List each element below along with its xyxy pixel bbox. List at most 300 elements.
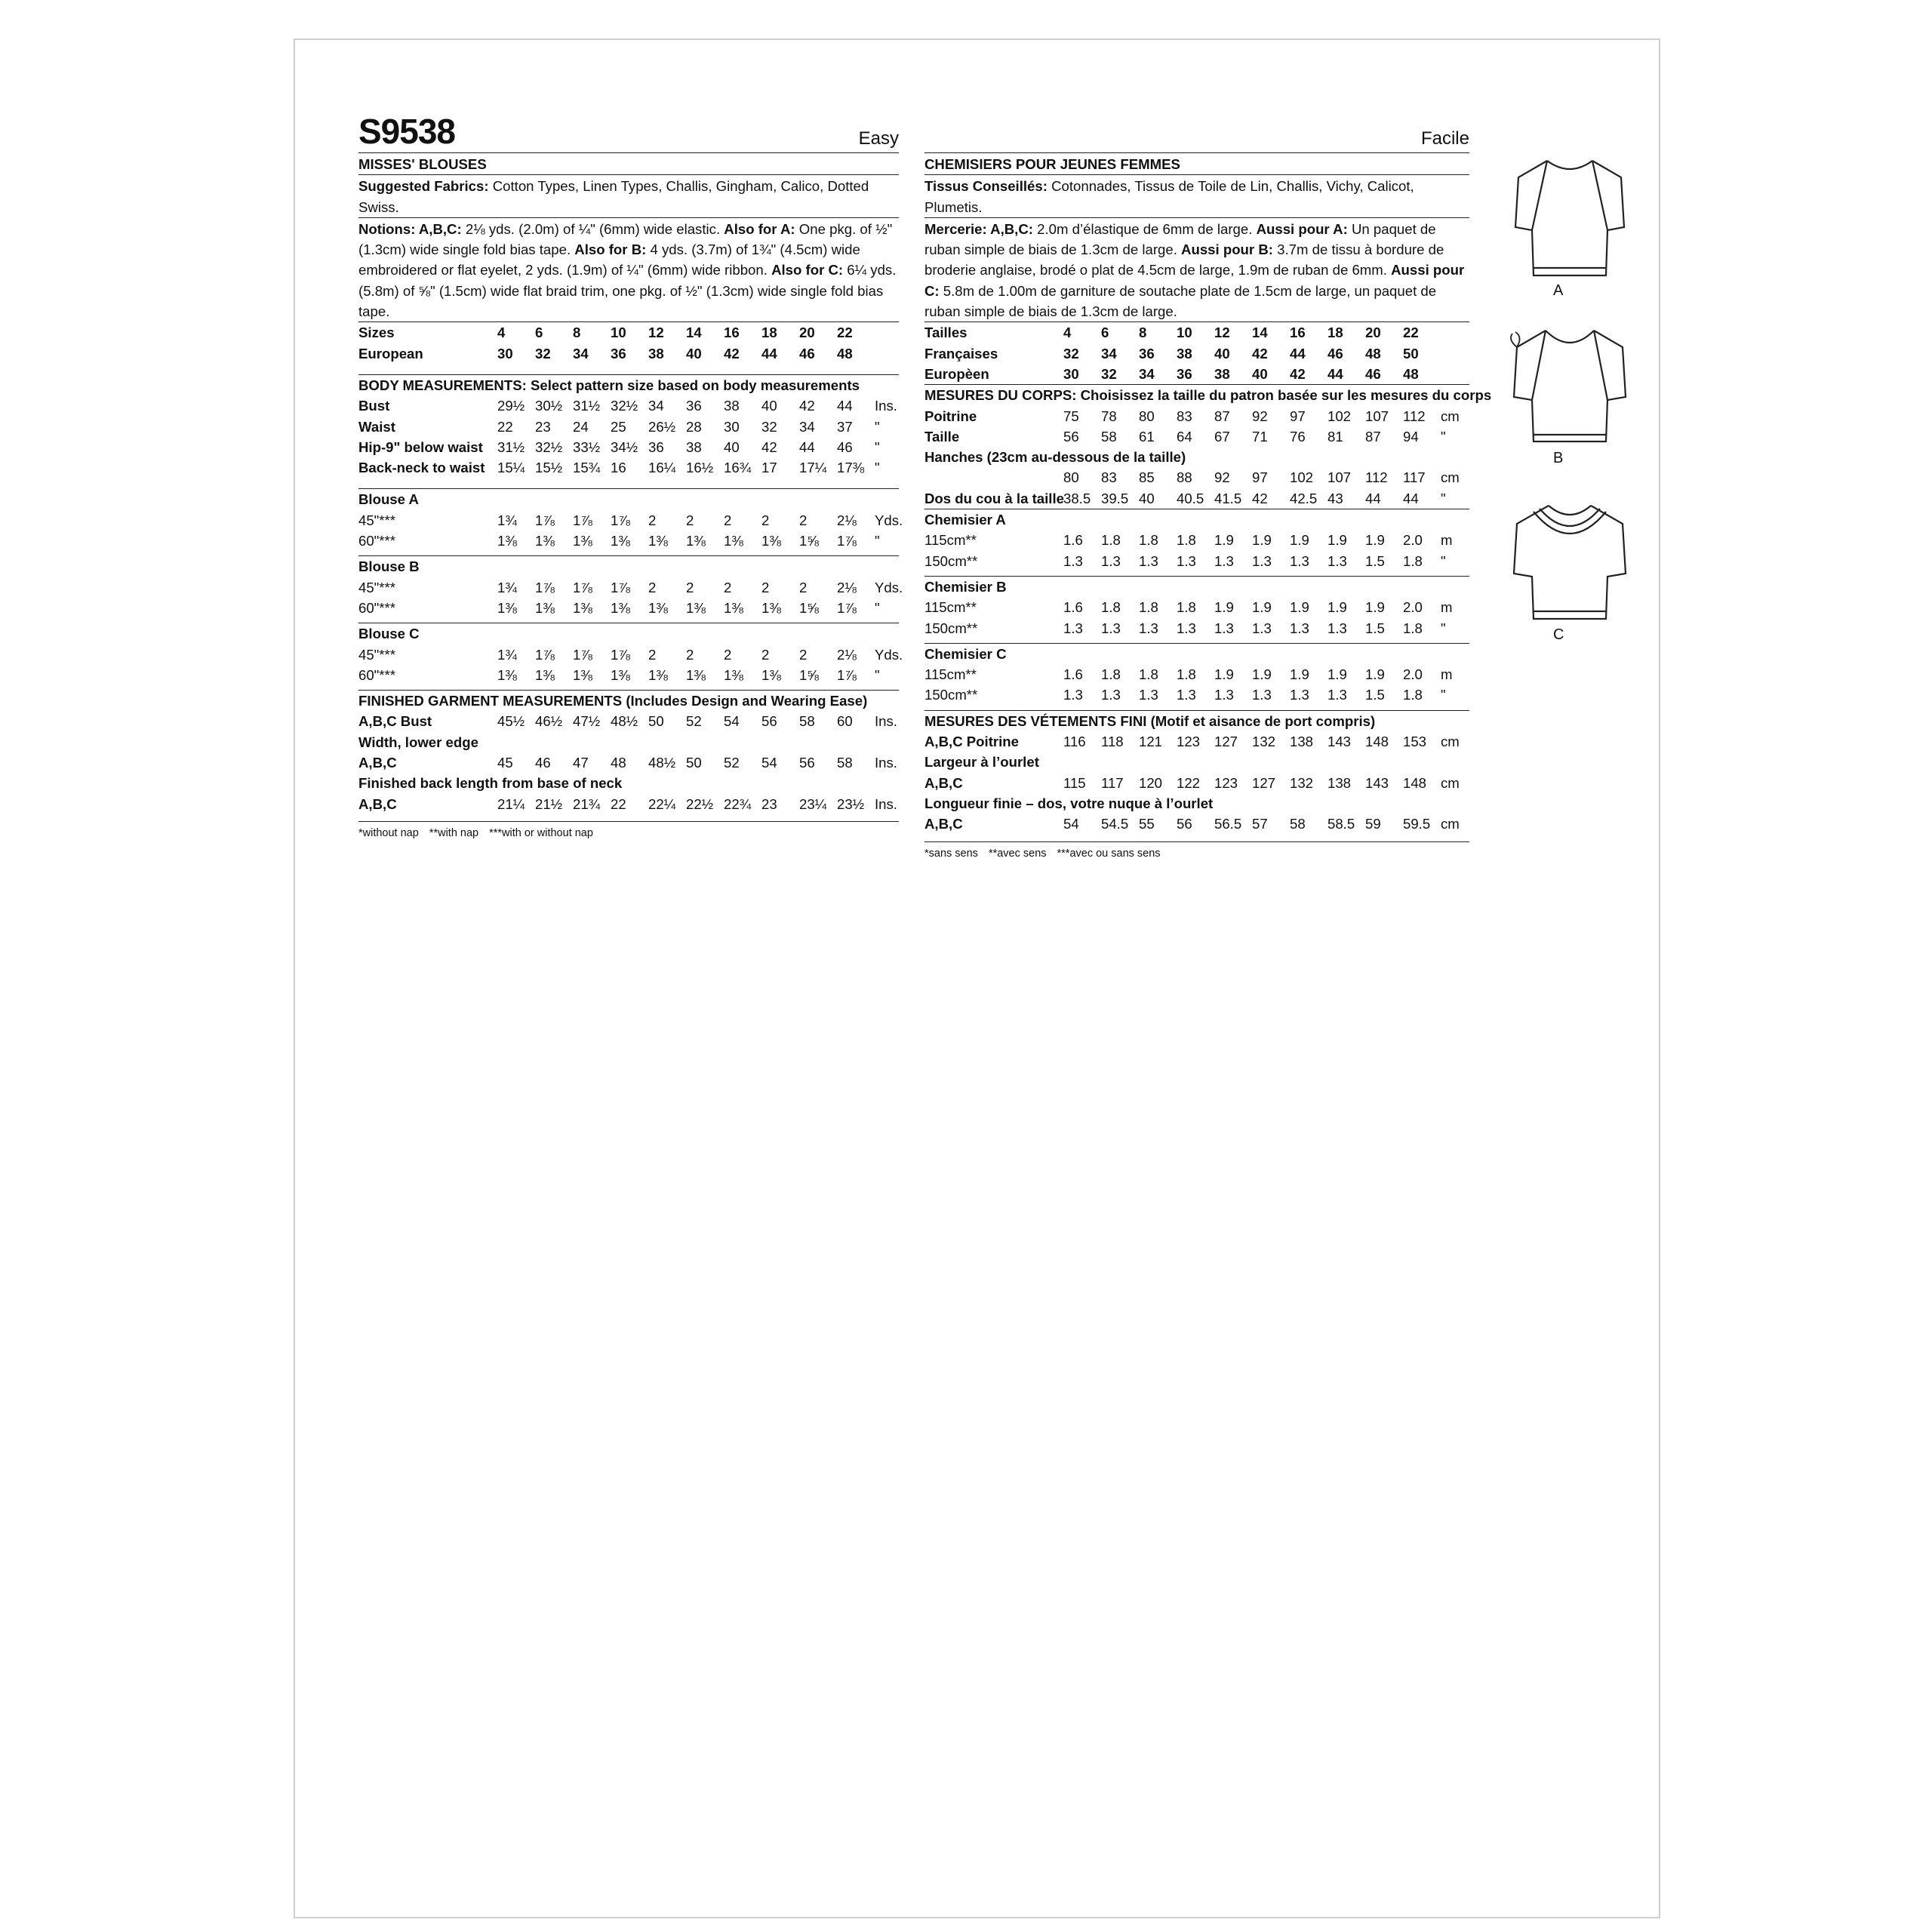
table-row <box>358 665 909 685</box>
cell-value: 1.8 <box>1101 666 1121 683</box>
title-fr: CHEMISIERS POUR JEUNES FEMMES <box>924 156 1180 172</box>
row-label: Dos du cou à la taille <box>924 490 1064 506</box>
cell-value: 40 <box>686 345 702 361</box>
cell-value: 1.3 <box>1290 687 1309 703</box>
cell-value: 46 <box>1365 365 1381 382</box>
cell-value: 1.8 <box>1101 532 1121 549</box>
row-subtitle: Finished back length from base of neck <box>358 775 623 792</box>
cell-value: 80 <box>1063 469 1079 486</box>
cell-value: 2 <box>799 512 808 528</box>
cell-value: 1⅜ <box>724 666 743 683</box>
cell-value: 42 <box>724 345 740 361</box>
cell-value: 1⅜ <box>724 599 743 616</box>
table-row <box>358 457 909 478</box>
body-table-fr <box>924 406 1469 509</box>
cell-value: 2 <box>724 579 732 595</box>
cell-value: 1.3 <box>1214 687 1234 703</box>
cell-value: 1.3 <box>1327 687 1347 703</box>
cell-value: 46 <box>837 438 853 455</box>
cell-value: 1⅜ <box>761 599 781 616</box>
footnote: *without nap <box>358 826 419 839</box>
cell-value: 25 <box>611 418 626 435</box>
cell-value: 94 <box>1403 428 1419 445</box>
cell-value: 38 <box>686 438 702 455</box>
cell-value: 30 <box>1063 365 1079 382</box>
cell-value: 1.8 <box>1177 532 1196 549</box>
table-row <box>924 364 1475 384</box>
cell-value: 1.9 <box>1290 599 1309 616</box>
table-row <box>924 814 1475 834</box>
cell-value: 102 <box>1327 408 1352 424</box>
cell-value: 71 <box>1252 428 1268 445</box>
row-unit: " <box>1441 490 1446 506</box>
cell-value: 20 <box>1365 325 1381 341</box>
cell-value: 1.9 <box>1365 599 1385 616</box>
cell-value: 1⅞ <box>611 579 630 595</box>
cell-value: 23½ <box>837 795 865 812</box>
row-label: 150cm** <box>924 687 978 703</box>
cell-value: 1¾ <box>497 579 517 595</box>
cell-value: 1.8 <box>1101 599 1121 616</box>
view-title: Blouse C <box>358 626 420 642</box>
cell-value: 43 <box>1327 490 1343 506</box>
row-unit: Ins. <box>875 755 897 771</box>
table-row <box>358 598 909 618</box>
cell-value: 22 <box>1403 325 1419 341</box>
cell-value: 16¾ <box>724 460 752 476</box>
table-row <box>924 322 1475 343</box>
cell-value: 2 <box>648 646 657 663</box>
row-label: Poitrine <box>924 408 977 424</box>
cell-value: 1⅜ <box>648 599 668 616</box>
cell-value: 55 <box>1139 816 1155 832</box>
cell-value: 87 <box>1365 428 1381 445</box>
cell-value: 17 <box>761 460 777 476</box>
cell-value: 132 <box>1252 734 1276 750</box>
cell-value: 117 <box>1403 469 1426 486</box>
cell-value: 1⅜ <box>761 533 781 549</box>
row-unit <box>875 322 909 343</box>
cell-value: 38 <box>1177 345 1192 361</box>
cell-value: 38.5 <box>1063 490 1091 506</box>
cell-value: 36 <box>611 345 626 361</box>
cell-value: 1⅞ <box>611 512 630 528</box>
cell-value: 40 <box>761 398 777 414</box>
cell-value: 1.8 <box>1139 666 1158 683</box>
cell-value: 41.5 <box>1214 490 1242 506</box>
cell-value: 40 <box>1139 490 1155 506</box>
cell-value: 1.3 <box>1101 552 1121 569</box>
cell-value: 1.3 <box>1139 552 1158 569</box>
cell-value: 12 <box>1214 325 1230 341</box>
table-row <box>358 417 909 437</box>
cell-value: 1⅜ <box>497 533 517 549</box>
cell-value: 47½ <box>573 713 601 730</box>
table-row <box>924 597 1475 617</box>
cell-value: 4 <box>497 325 506 341</box>
row-unit: cm <box>1441 469 1460 486</box>
cell-value: 48 <box>1365 345 1381 361</box>
cell-value: 18 <box>1327 325 1343 341</box>
cell-value: 2 <box>686 512 694 528</box>
cell-value: 52 <box>724 755 740 771</box>
cell-value: 4 <box>1063 325 1072 341</box>
cell-value: 60 <box>837 713 853 730</box>
difficulty-label-fr: Facile <box>1420 128 1469 149</box>
cell-value: 30½ <box>535 398 563 414</box>
cell-value: 123 <box>1177 734 1201 750</box>
cell-value: 80 <box>1139 408 1155 424</box>
cell-value: 12 <box>648 325 664 341</box>
cell-value: 1.9 <box>1252 599 1272 616</box>
row-label: Sizes <box>358 325 395 341</box>
cell-value: 78 <box>1101 408 1117 424</box>
table-row <box>358 773 909 793</box>
cell-value: 38 <box>1214 365 1230 382</box>
cell-value: 22 <box>497 418 513 435</box>
cell-value: 1⅜ <box>648 666 668 683</box>
row-unit <box>1441 322 1475 343</box>
cell-value: 1.8 <box>1403 620 1423 636</box>
cell-value: 15¾ <box>573 460 601 476</box>
cell-value: 36 <box>648 438 664 455</box>
cell-value: 1⅜ <box>611 599 630 616</box>
cell-value: 30 <box>497 345 513 361</box>
cell-value: 46 <box>1327 345 1343 361</box>
cell-value: 2 <box>686 646 694 663</box>
cell-value: 40 <box>1252 365 1268 382</box>
cell-value: 1⅜ <box>761 666 781 683</box>
cell-value: 50 <box>1403 345 1419 361</box>
cell-value: 1.6 <box>1063 599 1083 616</box>
cell-value: 54 <box>761 755 777 771</box>
row-unit: " <box>875 460 880 476</box>
cell-value: 1¾ <box>497 646 517 663</box>
cell-value: 1.9 <box>1252 532 1272 549</box>
cell-value: 1⅜ <box>497 666 517 683</box>
row-label: European <box>358 345 423 361</box>
cell-value: 50 <box>648 713 664 730</box>
table-row <box>358 437 909 457</box>
cell-value: 1.6 <box>1063 532 1083 549</box>
row-label: 115cm** <box>924 599 977 616</box>
cell-value: 33½ <box>573 438 601 455</box>
cell-value: 42 <box>1290 365 1306 382</box>
cell-value: 16 <box>724 325 740 341</box>
row-unit: cm <box>1441 408 1460 424</box>
row-unit: Yds. <box>875 646 903 663</box>
cell-value: 54 <box>1063 816 1079 832</box>
cell-value: 1⅜ <box>535 666 555 683</box>
cell-value: 40 <box>1214 345 1230 361</box>
cell-value: 1⅞ <box>535 646 555 663</box>
cell-value: 117 <box>1101 774 1124 791</box>
cell-value: 97 <box>1290 408 1306 424</box>
cell-value: 1⅞ <box>611 646 630 663</box>
cell-value: 2 <box>724 512 732 528</box>
cell-value: 85 <box>1139 469 1155 486</box>
view-title: Chemisier B <box>924 578 1007 595</box>
cell-value: 32 <box>1063 345 1079 361</box>
cell-value: 1⅝ <box>799 533 819 549</box>
row-label: Back-neck to waist <box>358 460 485 476</box>
cell-value: 2.0 <box>1403 599 1423 616</box>
cell-value: 56.5 <box>1214 816 1242 832</box>
cell-value: 59.5 <box>1403 816 1431 832</box>
cell-value: 2 <box>761 646 770 663</box>
cell-value: 1.3 <box>1063 687 1083 703</box>
cell-value: 81 <box>1327 428 1343 445</box>
cell-value: 34 <box>799 418 815 435</box>
table-row <box>358 531 909 551</box>
cell-value: 2.0 <box>1403 532 1423 549</box>
cell-value: 143 <box>1327 734 1352 750</box>
cell-value: 38 <box>648 345 664 361</box>
cell-value: 1.9 <box>1290 666 1309 683</box>
row-unit: " <box>875 533 880 549</box>
table-row <box>924 551 1475 571</box>
cell-value: 1.9 <box>1252 666 1272 683</box>
cell-value: 44 <box>1290 345 1306 361</box>
table-row <box>924 467 1475 488</box>
cell-value: 10 <box>1177 325 1192 341</box>
cell-value: 39.5 <box>1101 490 1129 506</box>
cell-value: 143 <box>1365 774 1389 791</box>
cell-value: 44 <box>1327 365 1343 382</box>
row-unit: " <box>875 418 880 435</box>
cell-value: 44 <box>1365 490 1381 506</box>
row-unit <box>875 343 909 364</box>
cell-value: 36 <box>686 398 702 414</box>
cell-value: 42 <box>761 438 777 455</box>
cell-value: 56 <box>761 713 777 730</box>
sizes-table-fr <box>924 322 1469 384</box>
cell-value: 1⅞ <box>535 512 555 528</box>
cell-value: 48 <box>611 755 626 771</box>
cell-value: 1⅜ <box>535 533 555 549</box>
cell-value: 1.9 <box>1365 666 1385 683</box>
cell-value: 20 <box>799 325 815 341</box>
row-subtitle: Width, lower edge <box>358 734 478 750</box>
row-unit: " <box>1441 552 1446 569</box>
cell-value: 2⅛ <box>837 579 857 595</box>
cell-value: 67 <box>1214 428 1230 445</box>
row-label: 60"*** <box>358 533 395 549</box>
cell-value: 1.3 <box>1177 552 1196 569</box>
cell-value: 1⅝ <box>799 599 819 616</box>
finished-title-fr: MESURES DES VÉTEMENTS FINI (Motif et aisance de port compris) <box>924 712 1376 729</box>
view-title: Chemisier A <box>924 512 1006 528</box>
row-label: Europèen <box>924 365 989 382</box>
row-unit: cm <box>1441 774 1460 791</box>
cell-value: 1⅜ <box>535 599 555 616</box>
table-row <box>924 488 1475 509</box>
row-label: 45"*** <box>358 512 395 528</box>
table-row <box>924 731 1475 752</box>
cell-value: 58.5 <box>1327 816 1355 832</box>
cell-value: 42 <box>1252 490 1268 506</box>
cell-value: 16¼ <box>648 460 676 476</box>
cell-value: 107 <box>1365 408 1389 424</box>
view-title: Blouse B <box>358 558 420 575</box>
cell-value: 1.3 <box>1290 552 1309 569</box>
cell-value: 50 <box>686 755 702 771</box>
cell-value: 1.9 <box>1327 599 1347 616</box>
cell-value: 1.8 <box>1177 666 1196 683</box>
cell-value: 1⅞ <box>837 666 857 683</box>
body-table-en <box>358 395 899 478</box>
table-row <box>924 426 1475 447</box>
cell-value: 32 <box>761 418 777 435</box>
finished-table-fr <box>924 731 1469 834</box>
cell-value: 92 <box>1252 408 1268 424</box>
cell-value: 1.3 <box>1214 620 1234 636</box>
cell-value: 45 <box>497 755 513 771</box>
row-subtitle: Largeur à l’ourlet <box>924 754 1039 771</box>
row-label: 115cm** <box>924 532 977 549</box>
english-column <box>358 110 903 843</box>
row-unit: cm <box>1441 734 1460 750</box>
cell-value: 1.9 <box>1290 532 1309 549</box>
cell-value: 121 <box>1139 734 1163 750</box>
cell-value: 1⅞ <box>573 579 592 595</box>
footnotes-fr <box>924 842 1469 863</box>
table-row <box>358 510 909 531</box>
cell-value: 34 <box>648 398 664 414</box>
cell-value: 28 <box>686 418 702 435</box>
cell-value: 1.3 <box>1139 687 1158 703</box>
cell-value: 47 <box>573 755 589 771</box>
cell-value: 16 <box>611 460 626 476</box>
header-en <box>358 110 899 152</box>
cell-value: 116 <box>1063 734 1086 750</box>
cell-value: 2⅛ <box>837 512 857 528</box>
cell-value: 48½ <box>648 755 676 771</box>
cell-value: 26½ <box>648 418 676 435</box>
cell-value: 58 <box>837 755 853 771</box>
row-unit: m <box>1441 599 1453 616</box>
table-row <box>924 685 1475 705</box>
table-row <box>924 406 1475 426</box>
cell-value: 1.3 <box>1290 620 1309 636</box>
row-unit: " <box>875 438 880 455</box>
cell-value: 2 <box>724 646 732 663</box>
cell-value: 32½ <box>535 438 563 455</box>
cell-value: 1.3 <box>1252 687 1272 703</box>
table-row <box>358 794 909 814</box>
table-row <box>924 618 1475 638</box>
cell-value: 1.8 <box>1403 552 1423 569</box>
cell-value: 1.9 <box>1214 666 1234 683</box>
cell-value: 34½ <box>611 438 638 455</box>
cell-value: 83 <box>1101 469 1117 486</box>
cell-value: 1.3 <box>1214 552 1234 569</box>
table-row <box>924 447 1475 467</box>
notions-fr: Mercerie: A,B,C: 2.0m d’élastique de 6mm de large. Aussi pour A: Un paquet de ruban simple de biais de 1.3cm de large. Aussi pour B: 3.7m de tissu à bordure de broderie anglaise, brodé o plat de 4.5cm de large, 1.9m de ruban de 6mm. Aussi pour C: 5.8m de 1.00m de garniture de soutache plate de 1.5cm de large, un paquet de ruban simple de biais de 1.3cm de large. <box>924 220 1465 320</box>
row-label <box>924 467 1063 488</box>
cell-value: 42 <box>1252 345 1268 361</box>
cell-value: 36 <box>1139 345 1155 361</box>
cell-value: 21¼ <box>497 795 525 812</box>
cell-value: 112 <box>1365 469 1388 486</box>
cell-value: 1.6 <box>1063 666 1083 683</box>
row-label: Tailles <box>924 325 968 341</box>
row-unit <box>1441 364 1475 384</box>
row-unit: cm <box>1441 816 1460 832</box>
row-label: 150cm** <box>924 552 978 569</box>
notions-en: Notions: A,B,C: 2⅛ yds. (2.0m) of ¼" (6mm) wide elastic. Also for A: One pkg. of ½" (1.3cm) wide single fold bias tape. Also for B: 4 yds. (3.7m) of 1¾" (4.5cm) wide embroidered or flat eyelet, 2 yds. (1.9m) of ¼" (6mm) wide ribbon. Also for C: 6¼ yds. (5.8m) of ⅝" (1.5cm) wide flat braid trim, one pkg. of ½" (1.3cm) wide single fold bias tape. <box>358 220 897 320</box>
cell-value: 1.9 <box>1327 666 1347 683</box>
footnote: *sans sens <box>924 847 978 860</box>
table-row <box>358 343 909 364</box>
cell-value: 23 <box>761 795 777 812</box>
cell-value: 54 <box>724 713 740 730</box>
cell-value: 1.3 <box>1252 552 1272 569</box>
footnote: **avec sens <box>988 847 1047 860</box>
row-unit: m <box>1441 666 1453 683</box>
cell-value: 1⅞ <box>837 599 857 616</box>
cell-value: 120 <box>1139 774 1163 791</box>
cell-value: 22 <box>611 795 626 812</box>
cell-value: 58 <box>1101 428 1117 445</box>
cell-value: 23 <box>535 418 551 435</box>
cell-value: 92 <box>1214 469 1230 486</box>
footnotes-en <box>358 822 899 843</box>
cell-value: 44 <box>799 438 815 455</box>
view-c-label: C <box>1553 626 1564 643</box>
cell-value: 2 <box>799 646 808 663</box>
cell-value: 1.3 <box>1063 552 1083 569</box>
row-label: 60"*** <box>358 666 395 683</box>
cell-value: 59 <box>1365 816 1381 832</box>
cell-value: 1⅜ <box>573 533 592 549</box>
cell-value: 2 <box>648 512 657 528</box>
cell-value: 22 <box>837 325 853 341</box>
cell-value: 6 <box>1101 325 1109 341</box>
cell-value: 40.5 <box>1177 490 1204 506</box>
cell-value: 48 <box>1403 365 1419 382</box>
body-title-fr: MESURES DU CORPS: Choisissez la taille du patron basée sur les mesures du corps <box>924 387 1492 404</box>
cell-value: 1.3 <box>1101 620 1121 636</box>
pattern-number: S9538 <box>358 112 456 151</box>
cell-value: 148 <box>1403 774 1427 791</box>
table-row <box>358 322 909 343</box>
row-label: A,B,C Poitrine <box>924 734 1019 750</box>
cell-value: 1⅞ <box>837 533 857 549</box>
cell-value: 1.5 <box>1365 620 1385 636</box>
cell-value: 97 <box>1252 469 1268 486</box>
row-label: A,B,C Bust <box>358 713 432 730</box>
row-subtitle: Longueur finie – dos, votre nuque à l’ourlet <box>924 795 1214 811</box>
cell-value: 64 <box>1177 428 1192 445</box>
row-label: 150cm** <box>924 620 978 636</box>
row-unit <box>1441 343 1475 364</box>
cell-value: 32½ <box>611 398 638 414</box>
row-unit: Ins. <box>875 398 897 414</box>
views-en <box>358 489 903 691</box>
cell-value: 6 <box>535 325 543 341</box>
cell-value: 34 <box>1101 345 1117 361</box>
cell-value: 14 <box>1252 325 1268 341</box>
cell-value: 24 <box>573 418 589 435</box>
blouse-a-sketch-icon <box>1509 155 1630 291</box>
row-label: Taille <box>924 428 960 445</box>
cell-value: 2⅛ <box>837 646 857 663</box>
cell-value: 88 <box>1177 469 1192 486</box>
title-en: MISSES' BLOUSES <box>358 156 487 172</box>
row-label: 115cm** <box>924 666 977 683</box>
view-title: Chemisier C <box>924 645 1007 662</box>
